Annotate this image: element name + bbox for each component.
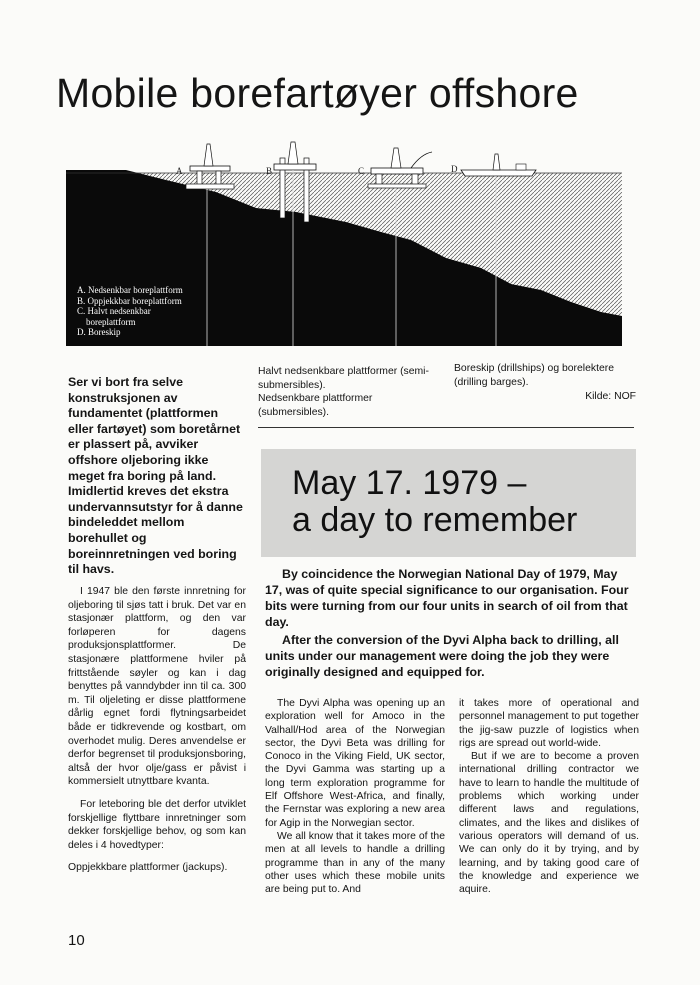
marker-d: D: [451, 164, 458, 174]
body-paragraph: Oppjekkbare plattformer (jackups).: [68, 862, 228, 874]
norwegian-body: [68, 585, 246, 884]
page-number: 10: [68, 932, 85, 949]
column-paragraph: We all know that it takes more of the men at all levels to handle a drilling programme than in any of the many other uses which these mobile units are being put to. And: [265, 830, 445, 896]
marker-b: B: [266, 166, 273, 176]
marker-a: A: [176, 166, 183, 176]
marker-c: C: [358, 166, 365, 176]
divider-rule: [258, 427, 634, 428]
page-title: Mobile borefartøyer offshore: [56, 70, 579, 116]
semi-submersible-text: Halvt nedsenkbare plattformer (semi-submersibles).: [258, 366, 429, 391]
legend-item-c: C. Halvt nedsenkbar: [77, 306, 151, 316]
banner-line-2: a day to remember: [292, 501, 578, 539]
english-column-2: [459, 697, 639, 896]
english-column-1: [265, 697, 445, 896]
submersible-text: Nedsenkbare plattformer (submersibles).: [258, 393, 373, 418]
body-paragraph: For leteboring ble det derfor utviklet forskjellige flyttbare innretninger som dekker forskjellige behov, og som kan deles i 4 hovedtyper:: [68, 798, 246, 851]
source-credit: Kilde: NOF: [585, 391, 636, 403]
headline-banner: [261, 449, 636, 557]
drillships-text: Boreskip (drillships) og borelektere (drilling barges).: [454, 363, 614, 388]
banner-headline: [292, 465, 577, 539]
lead-paragraph: Ser vi bort fra selve konstruksjonen av fundamentet (plattformen eller fartøyet) som boretårnet er plassert på, avviker offshore oljeboring ikke meget fra boring på land. Imidlertid kreves det ekstra undervannsutstyr for å danne bindeleddet mellom borehullet og boreinnretningen ved boring til havs.: [68, 375, 243, 577]
intro-paragraph: By coincidence the Norwegian National Day of 1979, May 17, was of quite special significance to our organisation. Four bits were turning from our four units in search of oil from that day.: [265, 567, 629, 629]
intro-bold: [265, 566, 637, 682]
intro-paragraph: After the conversion of the Dyvi Alpha back to drilling, all units under our management were doing the job they were originally designed and equipped for.: [265, 633, 619, 679]
banner-line-1: May 17. 1979 –: [292, 464, 527, 502]
drillships-block: [454, 362, 636, 404]
column-paragraph: it takes more of operational and personnel management to put together the jig-saw puzzle of logistics when rigs are spread out world-wide.: [459, 698, 639, 749]
legend-item-b: B. Oppjekkbar boreplattform: [77, 295, 182, 306]
legend-item-c-cont: boreplattform: [77, 316, 136, 327]
diagram-legend: [77, 285, 183, 338]
legend-item-a: A. Nedsenkbar boreplattform: [77, 285, 183, 295]
legend-item-d: D. Boreskip: [77, 327, 121, 337]
column-paragraph: But if we are to become a proven international drilling contractor we have to learn to handle the multitude of problems which working under different laws and regulations, climates, and the likes and dislikes of various operators will demand of us. We can only do it by trying, and by learning, and by taking good care of the knowledge and experience we aquire.: [459, 751, 639, 896]
column-paragraph: The Dyvi Alpha was opening up an exploration well for Amoco in the Valhall/Hod area of the Norwegian sector, the Dyvi Beta was drilling for Conoco in the Viking Field, UK sector, the Dyvi Gamma was starting up a long term exploration programme for Elf Offshore West-Africa, and finally, the Fernstar was exploring a new area for Agip in the Norwegian sector.: [265, 698, 445, 829]
body-paragraph: I 1947 ble den første innretning for oljeboring til sjøs tatt i bruk. Det var en stasjonær plattform, og den var forløperen for dagens produksjonsplattformer. De stasjonære plattformene hviler på frittstående søyler og kan i dag benyttes på vanndybder inn til ca. 300 m. Til oljeleting er disse plattformene dårlig egnet fordi flytningsarbeidet både er tidkrevende og kostbart, om overhodet mulig. Deres anvendelse er derfor begrenset til produksjonsboring, altså der hvor olje/gass er påvist i kommersielt utnyttbare kvanta.: [68, 586, 246, 788]
platform-types-list: [258, 365, 442, 419]
